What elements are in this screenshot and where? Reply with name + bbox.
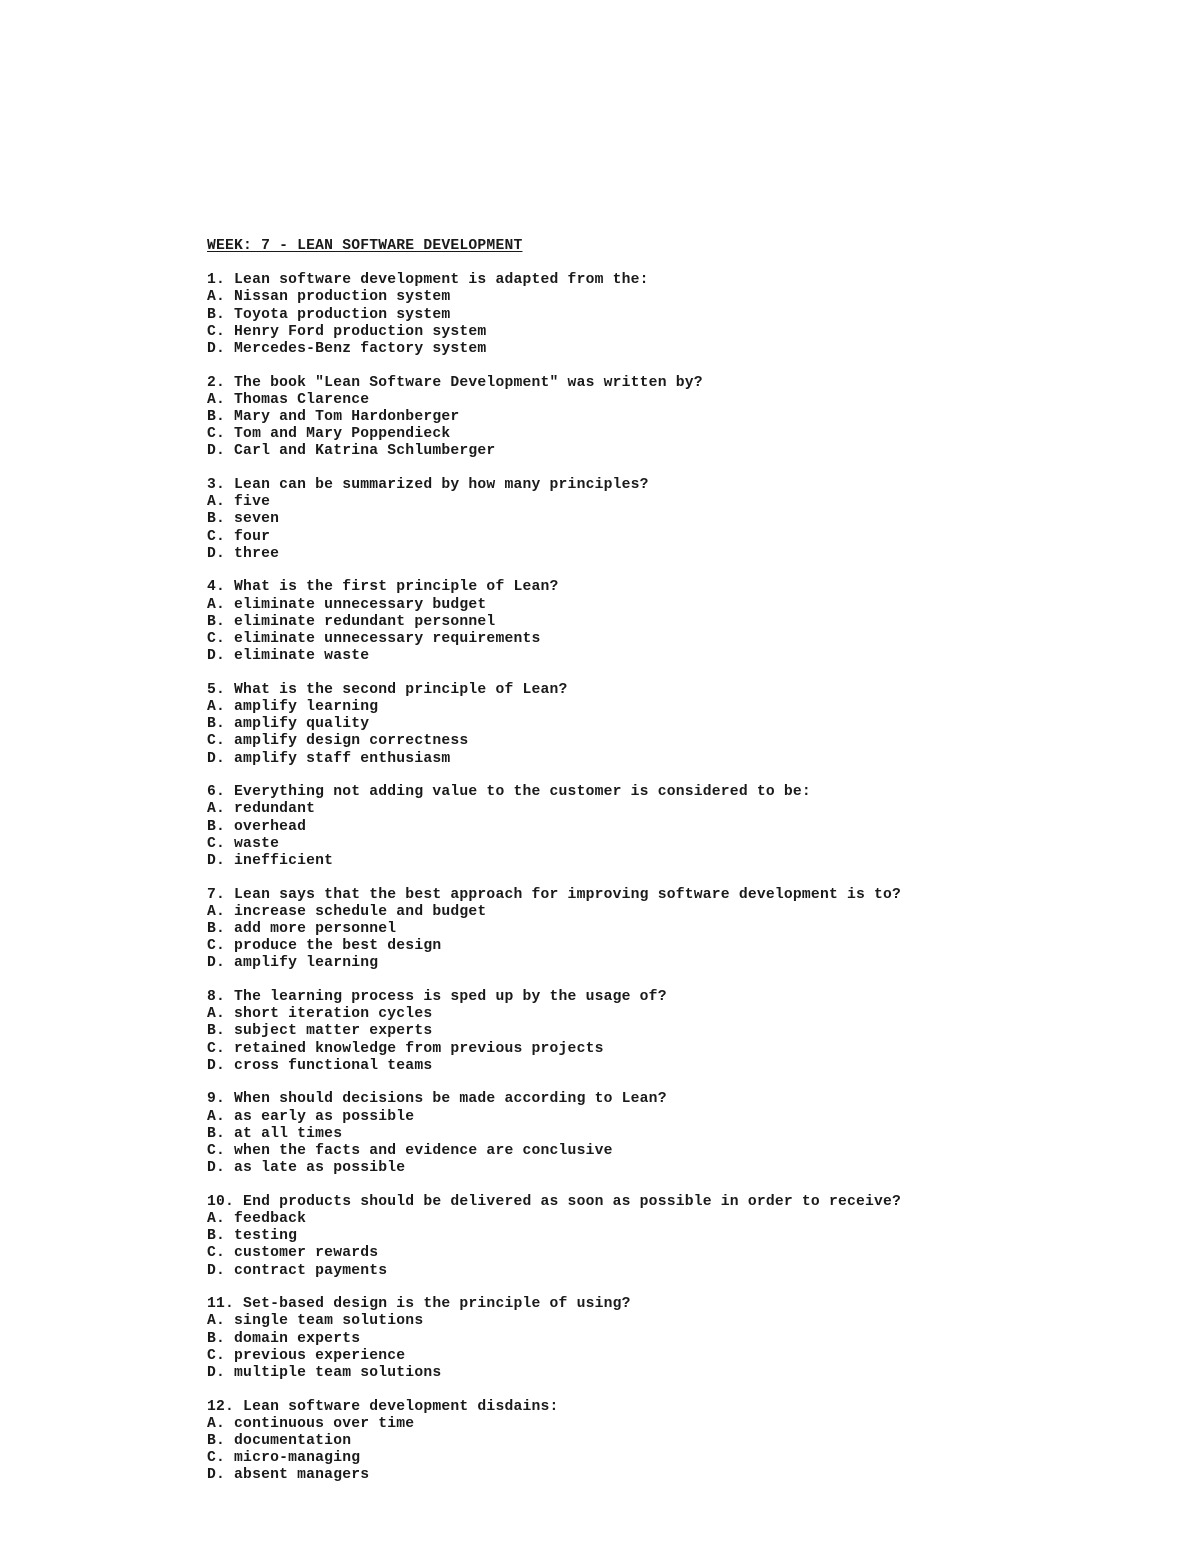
answer-option: A. eliminate unnecessary budget <box>207 596 487 613</box>
answer-option: D. eliminate waste <box>207 648 370 665</box>
question-text: 12. Lean software development disdains: <box>207 1398 559 1415</box>
answer-option: D. three <box>207 545 280 562</box>
question-text: 8. The learning process is sped up by the usage of? <box>207 989 667 1006</box>
answer-option: A. Thomas Clarence <box>207 391 370 408</box>
question-block <box>207 1194 1167 1280</box>
question-text: 1. Lean software development is adapted from the: <box>207 272 649 289</box>
question-block <box>207 1296 1167 1382</box>
answer-option: B. Mary and Tom Hardonberger <box>207 409 460 426</box>
question-text: 6. Everything not adding value to the customer is considered to be: <box>207 784 811 801</box>
answer-option: D. amplify staff enthusiasm <box>207 750 451 767</box>
question-text: 4. What is the first principle of Lean? <box>207 579 559 596</box>
question-block <box>207 1399 1167 1485</box>
answer-option: D. as late as possible <box>207 1160 406 1177</box>
question-text: 9. When should decisions be made according to Lean? <box>207 1091 667 1108</box>
answer-option: B. eliminate redundant personnel <box>207 613 496 630</box>
answer-option: D. multiple team solutions <box>207 1365 442 1382</box>
question-block <box>207 375 1167 461</box>
answer-option: A. amplify learning <box>207 699 379 716</box>
question-block <box>207 477 1167 563</box>
answer-option: C. micro-managing <box>207 1450 361 1467</box>
answer-option: C. Tom and Mary Poppendieck <box>207 426 451 443</box>
answer-option: C. when the facts and evidence are conclusive <box>207 1143 613 1160</box>
answer-option: A. five <box>207 494 271 511</box>
question-block <box>207 272 1167 358</box>
answer-option: B. testing <box>207 1228 298 1245</box>
answer-option: A. continuous over time <box>207 1415 415 1432</box>
answer-option: A. redundant <box>207 801 316 818</box>
answer-option: B. amplify quality <box>207 716 370 733</box>
answer-option: A. single team solutions <box>207 1313 424 1330</box>
answer-option: C. waste <box>207 835 280 852</box>
answer-option: B. add more personnel <box>207 921 397 938</box>
document-title: WEEK: 7 - LEAN SOFTWARE DEVELOPMENT <box>207 238 523 254</box>
question-block <box>207 682 1167 768</box>
question-block <box>207 1091 1167 1177</box>
answer-option: A. Nissan production system <box>207 289 451 306</box>
answer-option: B. domain experts <box>207 1330 361 1347</box>
question-block <box>207 579 1167 665</box>
answer-option: C. eliminate unnecessary requirements <box>207 631 541 648</box>
answer-option: C. produce the best design <box>207 938 442 955</box>
answer-option: C. customer rewards <box>207 1245 379 1262</box>
answer-option: A. increase schedule and budget <box>207 903 487 920</box>
question-list <box>207 272 1167 1484</box>
answer-option: B. documentation <box>207 1433 352 1450</box>
question-block <box>207 989 1167 1075</box>
question-text: 10. End products should be delivered as soon as possible in order to receive? <box>207 1193 902 1210</box>
answer-option: D. absent managers <box>207 1467 370 1484</box>
answer-option: A. as early as possible <box>207 1108 415 1125</box>
question-text: 11. Set-based design is the principle of using? <box>207 1296 631 1313</box>
answer-option: B. seven <box>207 511 280 528</box>
document-page <box>207 238 1167 1501</box>
answer-option: C. amplify design correctness <box>207 733 469 750</box>
answer-option: A. feedback <box>207 1211 307 1228</box>
answer-option: A. short iteration cycles <box>207 1006 433 1023</box>
answer-option: B. at all times <box>207 1125 343 1142</box>
answer-option: B. Toyota production system <box>207 306 451 323</box>
question-block <box>207 784 1167 870</box>
answer-option: C. four <box>207 528 271 545</box>
question-block <box>207 887 1167 973</box>
answer-option: C. retained knowledge from previous projects <box>207 1040 604 1057</box>
answer-option: D. amplify learning <box>207 955 379 972</box>
answer-option: B. overhead <box>207 818 307 835</box>
question-text: 2. The book "Lean Software Development" was written by? <box>207 374 703 391</box>
question-text: 3. Lean can be summarized by how many principles? <box>207 477 649 494</box>
answer-option: B. subject matter experts <box>207 1023 433 1040</box>
answer-option: C. previous experience <box>207 1347 406 1364</box>
answer-option: D. inefficient <box>207 853 334 870</box>
answer-option: D. contract payments <box>207 1262 388 1279</box>
answer-option: D. Mercedes-Benz factory system <box>207 341 487 358</box>
answer-option: D. Carl and Katrina Schlumberger <box>207 443 496 460</box>
answer-option: C. Henry Ford production system <box>207 323 487 340</box>
question-text: 7. Lean says that the best approach for improving software development is to? <box>207 886 902 903</box>
question-text: 5. What is the second principle of Lean? <box>207 681 568 698</box>
answer-option: D. cross functional teams <box>207 1057 433 1074</box>
